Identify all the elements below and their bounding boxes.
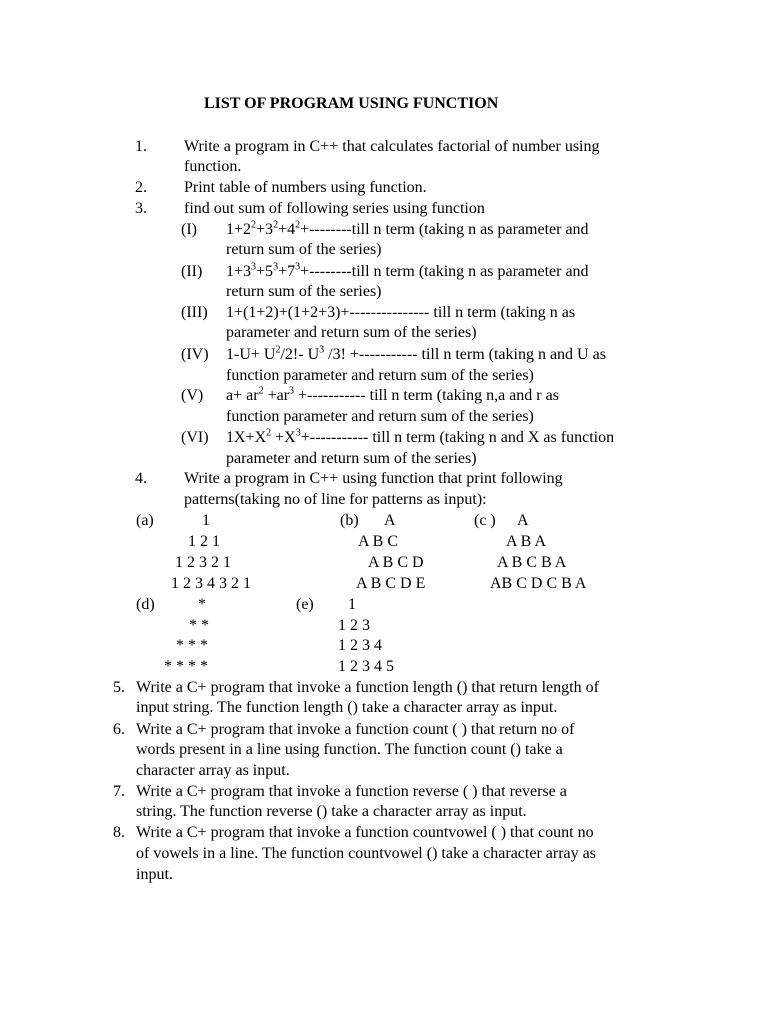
series-1-formula: $1+2^2+3^2+4^2+-------$-till n term (taking n as parameter and xyxy=(226,219,589,238)
series-6-label: (VI) xyxy=(181,429,209,446)
item-1-text: Write a program in C++ that calculates factorial of number using xyxy=(184,138,600,155)
item-1-number: 1. xyxy=(135,138,147,155)
pattern-c-row: A B C B A xyxy=(497,554,567,571)
item-6-text-cont: words present in a line using function. The function count () take a xyxy=(136,741,563,758)
item-1-text-cont: function. xyxy=(184,158,242,175)
series-2-label: (II) xyxy=(181,263,203,280)
series-3-label: (III) xyxy=(181,304,208,321)
item-5-text: Write a C+ program that invoke a function length () that return length of xyxy=(136,679,599,696)
pattern-b-label: (b) xyxy=(340,512,359,529)
pattern-a-row: 1 2 1 xyxy=(188,533,220,550)
series-5-formula: $a+ ar^2 +ar^3$ +----------- till n term (taking n,a and r as xyxy=(226,385,559,404)
pattern-c-row: AB C D C B A xyxy=(490,575,587,592)
series-1-label: (I) xyxy=(181,221,197,238)
item-4-text: Write a program in C++ using function that print following xyxy=(184,470,563,487)
item-3-text: find out sum of following series using function xyxy=(184,200,485,217)
series-2-formula-cont: return sum of the series) xyxy=(226,283,382,300)
pattern-e-row: 1 xyxy=(348,596,356,613)
item-4-text-cont: patterns(taking no of line for patterns as input): xyxy=(184,491,487,508)
pattern-d-row: * * xyxy=(189,617,209,634)
series-5-label: (V) xyxy=(181,387,204,404)
pattern-a-row: 1 xyxy=(202,512,210,529)
item-8-text: Write a C+ program that invoke a function countvowel ( ) that count no xyxy=(136,824,594,841)
pattern-c-label: (c ) xyxy=(474,512,496,529)
pattern-b-row: A B C D E xyxy=(356,575,426,592)
item-8-text-cont: of vowels in a line. The function countvowel () take a character array as xyxy=(136,845,596,862)
item-7-text-cont: string. The function reverse () take a character array as input. xyxy=(136,803,527,820)
item-4-number: 4. xyxy=(135,470,147,487)
series-2-formula: $1+3^3+5^3+7^3+-------$-till n term (taking n as parameter and xyxy=(226,261,589,280)
item-8-text-cont: input. xyxy=(136,866,173,883)
series-5-formula-cont: function parameter and return sum of the series) xyxy=(226,408,534,425)
item-6-number: 6. xyxy=(113,721,125,738)
pattern-e-label: (e) xyxy=(296,596,314,613)
pattern-d-label: (d) xyxy=(136,596,155,613)
pattern-d-row: * * * * xyxy=(164,658,208,675)
series-4-label: (IV) xyxy=(181,346,209,363)
pattern-e-row: 1 2 3 4 5 xyxy=(338,658,394,675)
series-3-formula-cont: parameter and return sum of the series) xyxy=(226,324,477,341)
item-6-text-cont: character array as input. xyxy=(136,762,290,779)
pattern-e-row: 1 2 3 4 xyxy=(338,637,382,654)
item-2-number: 2. xyxy=(135,179,147,196)
series-6-formula: $1X+X^2 +X^3+-----------$ till n term (taking n and X as function xyxy=(226,427,615,446)
item-2-text: Print table of numbers using function. xyxy=(184,179,427,196)
pattern-a-row: 1 2 3 2 1 xyxy=(175,554,231,571)
pattern-b-row: A B C xyxy=(358,533,399,550)
pattern-e-row: 1 2 3 xyxy=(338,617,370,634)
pattern-a-label: (a) xyxy=(136,512,154,529)
item-7-number: 7. xyxy=(113,783,125,800)
item-7-text: Write a C+ program that invoke a function reverse ( ) that reverse a xyxy=(136,783,567,800)
pattern-a-row: 1 2 3 4 3 2 1 xyxy=(171,575,251,592)
item-6-text: Write a C+ program that invoke a function count ( ) that return no of xyxy=(136,721,575,738)
item-5-text-cont: input string. The function length () take a character array as input. xyxy=(136,699,558,716)
pattern-d-row: * xyxy=(198,596,206,613)
series-6-formula-cont: parameter and return sum of the series) xyxy=(226,450,477,467)
pattern-c-row: A xyxy=(517,512,529,529)
item-5-number: 5. xyxy=(113,679,125,696)
item-3-number: 3. xyxy=(135,200,147,217)
pattern-b-row: A xyxy=(384,512,396,529)
series-3-formula: 1+(1+2)+(1+2+3)+--------------- till n term (taking n as xyxy=(226,304,576,321)
series-4-formula-cont: function parameter and return sum of the series) xyxy=(226,367,534,384)
pattern-b-row: A B C D xyxy=(368,554,424,571)
pattern-d-row: * * * xyxy=(176,637,208,654)
series-1-formula-cont: return sum of the series) xyxy=(226,241,382,258)
pattern-c-row: A B A xyxy=(506,533,547,550)
page-title: LIST OF PROGRAM USING FUNCTION xyxy=(204,95,499,112)
item-8-number: 8. xyxy=(113,824,125,841)
series-4-formula: $1-U+ U^2/2!-$ $U^3$ /3! +----------- till n term (taking n and U as xyxy=(226,344,606,363)
